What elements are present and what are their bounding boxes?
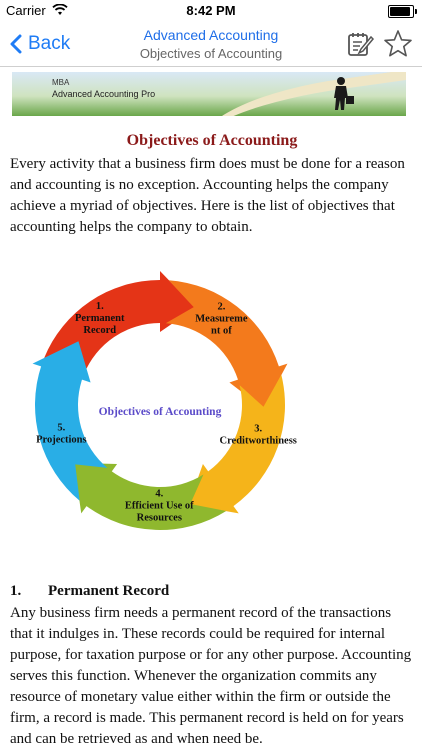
banner-line2: Advanced Accounting Pro	[52, 89, 156, 99]
chevron-left-icon	[10, 34, 22, 54]
banner-line1: MBA	[52, 78, 70, 87]
cycle-label-3: 3. Creditworthiness	[219, 423, 297, 447]
cycle-label-2: 2. Measureme nt of	[195, 301, 248, 337]
objectives-cycle-diagram	[20, 255, 310, 545]
app-banner	[12, 72, 406, 116]
carrier-label: Carrier	[6, 3, 46, 18]
nav-title: Advanced Accounting	[143, 27, 279, 43]
cycle-label-4: 4. Efficient Use of Resources	[124, 488, 194, 524]
article-content	[10, 132, 414, 238]
section1-body: Any business firm needs a permanent record of the transactions that it indulges in. These records could be required for internal purpose, for taxation purpose or for any other purpose. Accounting serves this function. Whenever the organization commits any resource of monetary value either within the firm or outside the firm, a record is made. This permanent record is held on for years and can be retrieved as and when need be.	[10, 605, 412, 747]
battery-icon	[388, 5, 414, 18]
section1-heading	[10, 583, 169, 600]
back-button[interactable]	[10, 30, 70, 58]
edit-note-icon[interactable]	[344, 28, 376, 60]
clock: 8:42 PM	[186, 3, 236, 18]
battery-fill	[390, 7, 410, 16]
section1-number: 1.	[10, 583, 22, 599]
banner-road	[198, 72, 406, 116]
back-button-label: Back	[28, 33, 71, 54]
article-intro: Every activity that a business firm does must be done for a reason and accounting is no exception. Accounting helps the company achieve a myriad of objectives. Here is the list of objectives that accounting helps the company to obtain.	[10, 156, 405, 235]
businessman-icon	[330, 76, 354, 112]
cycle-label-5: 5. Projections	[36, 422, 87, 446]
diagram-center-label: Objectives of Accounting	[98, 406, 222, 418]
star-icon[interactable]	[382, 28, 414, 60]
nav-subtitle: Objectives of Accounting	[139, 46, 283, 61]
article-title: Objectives of Accounting	[126, 132, 298, 149]
section1-heading-text: Permanent Record	[48, 583, 170, 599]
navigation-bar	[0, 22, 422, 67]
cycle-label-1: 1. Permanent Record	[74, 300, 125, 336]
status-bar	[0, 0, 422, 22]
